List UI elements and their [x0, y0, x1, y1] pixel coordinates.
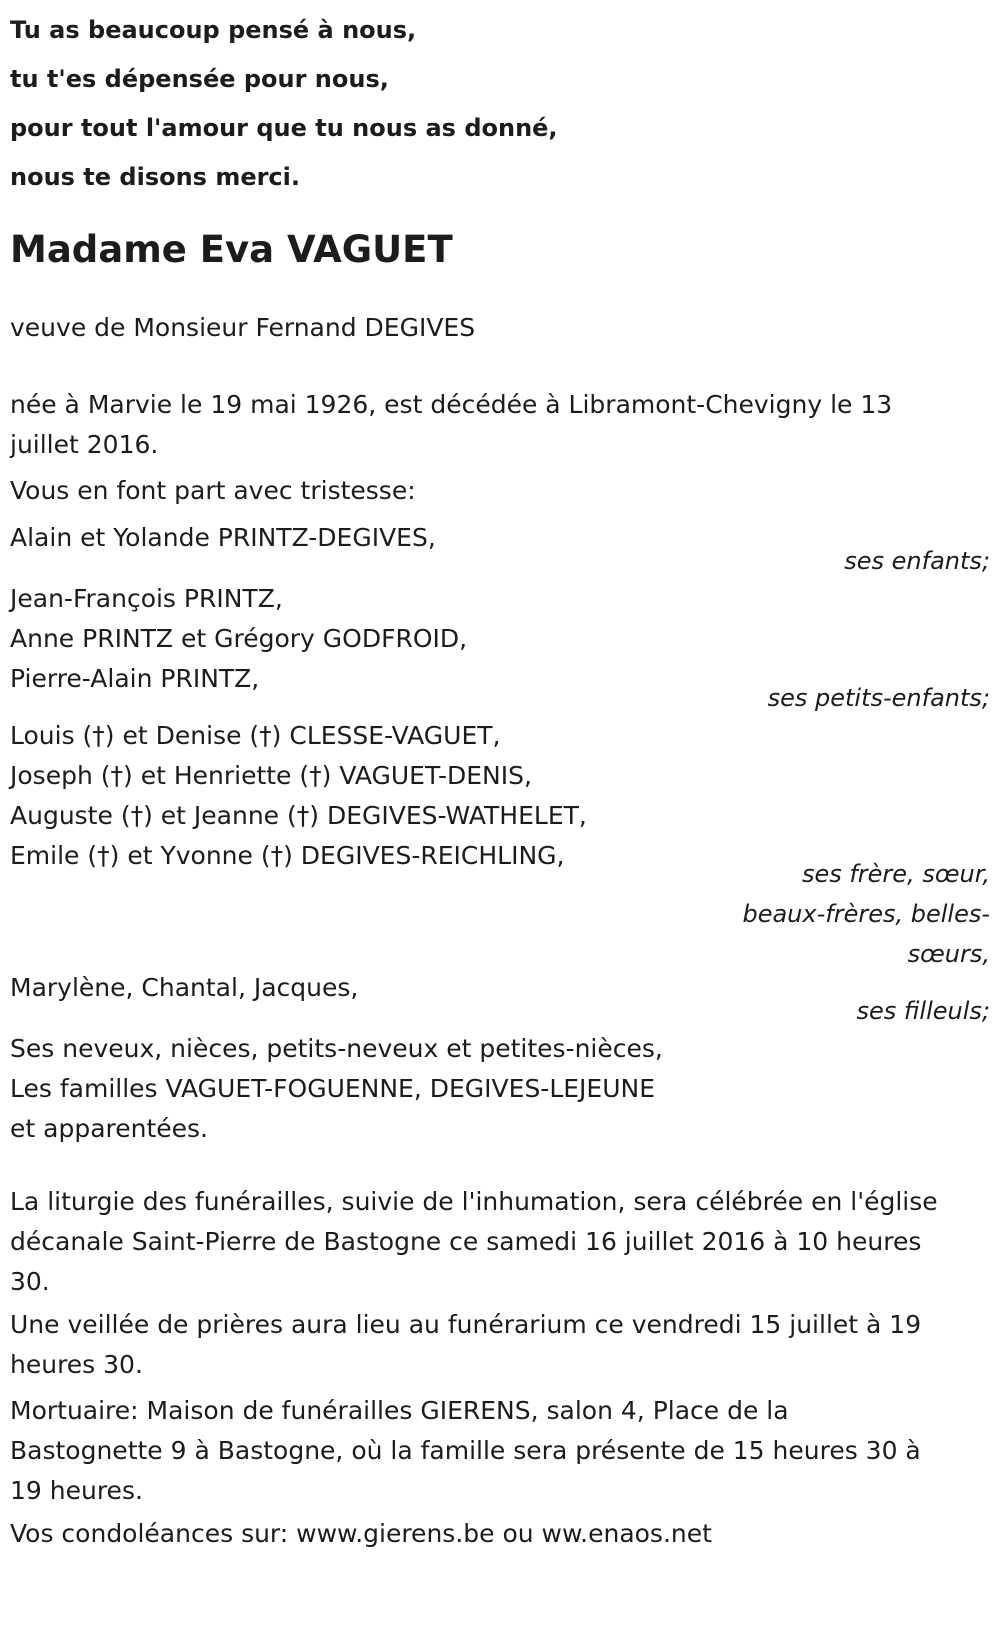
family-member: et apparentées.: [10, 1114, 208, 1143]
grandchildren-list: [10, 579, 467, 699]
grandchildren-role: ses petits-enfants;: [767, 684, 990, 712]
announcement: Vous en font part avec tristesse:: [10, 476, 416, 505]
widow-of: veuve de Monsieur Fernand DEGIVES: [10, 313, 476, 342]
poem-line: pour tout l'amour que tu nous as donné,: [10, 114, 558, 142]
family-member: Alain et Yolande PRINTZ-DEGIVES,: [10, 523, 436, 552]
role-line: sœurs,: [907, 940, 990, 968]
godchildren-role: ses filleuls;: [856, 997, 990, 1025]
paragraph-line: décanale Saint-Pierre de Bastogne ce samedi 16 juillet 2016 à 10 heures: [10, 1227, 922, 1256]
mortuary-paragraph: [10, 1391, 990, 1511]
extended-family: [10, 1029, 663, 1149]
children-role: ses enfants;: [844, 547, 990, 575]
paragraph-line: Mortuaire: Maison de funérailles GIERENS, salon 4, Place de la: [10, 1396, 789, 1425]
role-line: ses frère, sœur,: [801, 860, 990, 888]
paragraph-line: heures 30.: [10, 1350, 143, 1379]
family-member: Pierre-Alain PRINTZ,: [10, 664, 260, 693]
funeral-paragraph: [10, 1182, 990, 1302]
role-line: beaux-frères, belles-: [742, 900, 990, 928]
birth-death: [10, 385, 892, 465]
family-member: Anne PRINTZ et Grégory GODFROID,: [10, 624, 468, 653]
poem-line: tu t'es dépensée pour nous,: [10, 65, 389, 93]
paragraph-line: 30.: [10, 1267, 50, 1296]
siblings-list: [10, 716, 587, 876]
poem-line: Tu as beaucoup pensé à nous,: [10, 16, 417, 44]
poem-line: nous te disons merci.: [10, 163, 301, 191]
paragraph-line: 19 heures.: [10, 1476, 143, 1505]
godchildren-list: [10, 968, 358, 1008]
siblings-role: [742, 854, 990, 974]
family-member: Les familles VAGUET-FOGUENNE, DEGIVES-LEJEUNE: [10, 1074, 656, 1103]
paragraph-line: La liturgie des funérailles, suivie de l'inhumation, sera célébrée en l'église: [10, 1187, 938, 1216]
condolences-line: Vos condoléances sur: www.gierens.be ou ww.enaos.net: [10, 1519, 712, 1548]
family-member: Joseph (†) et Henriette (†) VAGUET-DENIS,: [10, 761, 532, 790]
deceased-name: Madame Eva VAGUET: [10, 228, 453, 271]
vigil-paragraph: [10, 1305, 990, 1385]
paragraph-line: Une veillée de prières aura lieu au funérarium ce vendredi 15 juillet à 19: [10, 1310, 922, 1339]
family-member: Emile (†) et Yvonne (†) DEGIVES-REICHLING,: [10, 841, 565, 870]
birth-death-line: juillet 2016.: [10, 430, 159, 459]
family-member: Marylène, Chantal, Jacques,: [10, 973, 359, 1002]
family-member: Ses neveux, nièces, petits-neveux et petites-nièces,: [10, 1034, 663, 1063]
family-member: Auguste (†) et Jeanne (†) DEGIVES-WATHELET,: [10, 801, 587, 830]
poem: [10, 6, 558, 202]
paragraph-line: Bastognette 9 à Bastogne, où la famille sera présente de 15 heures 30 à: [10, 1436, 921, 1465]
birth-death-line: née à Marvie le 19 mai 1926, est décédée à Libramont-Chevigny le 13: [10, 390, 893, 419]
family-member: Jean-François PRINTZ,: [10, 584, 283, 613]
family-member: Louis (†) et Denise (†) CLESSE-VAGUET,: [10, 721, 501, 750]
children-list: [10, 518, 436, 558]
